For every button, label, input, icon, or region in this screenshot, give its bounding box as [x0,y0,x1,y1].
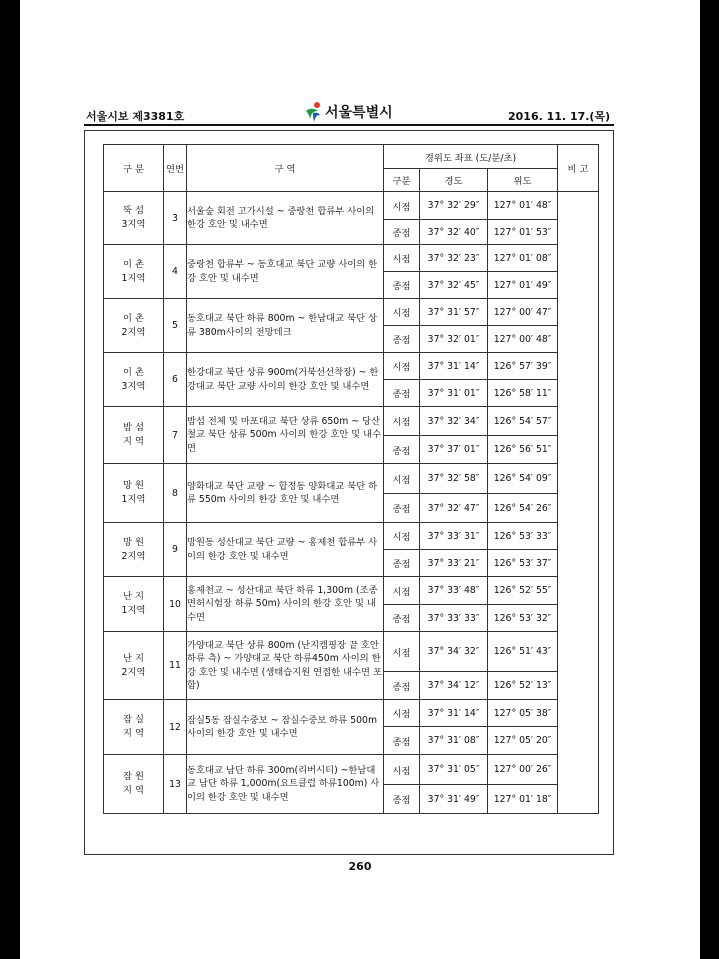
serial-number: 6 [164,353,187,407]
col-header-section: 구 역 [187,145,384,192]
point-type: 종점 [384,220,420,245]
serial-number: 10 [164,577,187,632]
longitude-value: 37° 32′ 47″ [420,494,488,523]
point-type: 시점 [384,755,420,785]
latitude-value: 127° 05′ 20″ [488,727,558,755]
area-label: 밤 섬 [123,422,144,433]
page-number: 260 [348,860,372,873]
serial-number: 13 [164,755,187,814]
table-row [104,755,599,785]
section-description: 서울숲 회전 고가시설 ~ 중랑천 합류부 사이의 한강 호안 및 내수면 [187,192,384,245]
area-label: 지 역 [123,728,144,739]
area-label: 지 역 [123,785,144,796]
table-row [104,700,599,727]
area-cell [104,577,164,632]
latitude-value: 127° 00′ 48″ [488,326,558,353]
point-type: 시점 [384,299,420,326]
col-header-latitude: 위도 [488,169,558,192]
remarks-cell [558,192,599,814]
point-type: 시점 [384,353,420,380]
latitude-value: 126° 52′ 55″ [488,577,558,605]
area-cell [104,407,164,464]
area-cell [104,755,164,814]
area-label: 이 촌 [123,312,144,324]
area-label: 1지역 [121,272,146,284]
latitude-value: 127° 01′ 08″ [488,245,558,272]
longitude-value: 37° 33′ 31″ [420,523,488,550]
area-label: 2지역 [121,666,146,678]
latitude-value: 127° 00′ 26″ [488,755,558,785]
longitude-value: 37° 32′ 01″ [420,326,488,353]
point-type: 종점 [384,272,420,299]
section-description: 동호대교 남단 하류 300m(리버시티) ~한남대교 남단 하류 1,000m(요트클럽 하류100m) 사이의 한강 호안 및 내수면 [187,755,384,814]
seoul-logo [304,101,393,123]
table-row [104,299,599,326]
latitude-value: 127° 00′ 47″ [488,299,558,326]
latitude-value: 127° 05′ 38″ [488,700,558,727]
area-label: 망 원 [123,536,144,548]
point-type: 종점 [384,672,420,700]
area-label: 2지역 [121,326,146,338]
longitude-value: 37° 33′ 48″ [420,577,488,605]
area-cell [104,700,164,755]
point-type: 종점 [384,380,420,407]
table-row [104,407,599,436]
area-label: 이 촌 [123,366,144,378]
section-description: 중랑천 합류부 ~ 동호대교 북단 교량 사이의 한강 호안 및 내수면 [187,245,384,299]
longitude-value: 37° 31′ 14″ [420,353,488,380]
section-description: 홍제천교 ~ 성산대교 북단 하류 1,300m (조종면허시험장 하류 50m) 사이의 한강 호안 및 내수면 [187,577,384,632]
latitude-value: 126° 51′ 43″ [488,632,558,672]
latitude-value: 126° 52′ 13″ [488,672,558,700]
area-label: 지 역 [123,436,144,447]
longitude-value: 37° 31′ 57″ [420,299,488,326]
latitude-value: 126° 53′ 37″ [488,550,558,577]
serial-number: 3 [164,192,187,245]
table-row [104,192,599,220]
col-header-coords: 경위도 좌표 (도/분/초) [384,145,558,169]
longitude-value: 37° 32′ 45″ [420,272,488,299]
issue-date: 2016. 11. 17.(목) [508,110,611,123]
seoul-emblem-icon [304,101,322,123]
section-description: 잠실5동 잠실수중보 ~ 잠실수중보 하류 500m 사이의 한강 호안 및 내수면 [187,700,384,755]
point-type: 종점 [384,727,420,755]
latitude-value: 126° 56′ 51″ [488,436,558,464]
latitude-value: 126° 57′ 39″ [488,353,558,380]
point-type: 종점 [384,326,420,353]
area-cell [104,353,164,407]
latitude-value: 126° 54′ 09″ [488,464,558,494]
table-row [104,245,599,272]
longitude-value: 37° 34′ 12″ [420,672,488,700]
area-label: 3지역 [121,380,146,392]
latitude-value: 126° 54′ 57″ [488,407,558,436]
area-label: 잠 원 [123,771,144,782]
table-body [104,192,599,814]
latitude-value: 126° 54′ 26″ [488,494,558,523]
latitude-value: 126° 53′ 33″ [488,523,558,550]
longitude-value: 37° 37′ 01″ [420,436,488,464]
area-cell [104,245,164,299]
area-label: 잠 실 [123,714,144,725]
area-label: 이 촌 [123,258,144,270]
section-description: 한강대교 북단 상류 900m(거북선선착장) ~ 한강대교 북단 교량 사이의 한강 호안 및 내수면 [187,353,384,407]
longitude-value: 37° 32′ 23″ [420,245,488,272]
latitude-value: 126° 53′ 32″ [488,605,558,632]
area-label: 3지역 [121,219,146,230]
longitude-value: 37° 33′ 33″ [420,605,488,632]
point-type: 시점 [384,245,420,272]
longitude-value: 37° 31′ 14″ [420,700,488,727]
col-header-remarks: 비 고 [558,145,599,192]
table-row [104,464,599,494]
logo-text: 서울특별시 [325,105,393,121]
serial-number: 9 [164,523,187,577]
area-cell [104,299,164,353]
point-type: 시점 [384,192,420,220]
serial-number: 5 [164,299,187,353]
longitude-value: 37° 31′ 05″ [420,755,488,785]
point-type: 시점 [384,407,420,436]
point-type: 종점 [384,550,420,577]
longitude-value: 37° 32′ 58″ [420,464,488,494]
serial-number: 12 [164,700,187,755]
latitude-value: 127° 01′ 49″ [488,272,558,299]
table-row [104,353,599,380]
header-rule [84,124,614,126]
gazette-issue: 서울시보 제3381호 [86,110,185,123]
col-header-point-type: 구분 [384,169,420,192]
longitude-value: 37° 31′ 08″ [420,727,488,755]
longitude-value: 37° 31′ 49″ [420,785,488,814]
point-type: 시점 [384,523,420,550]
section-description: 밤섬 전체 및 마포대교 북단 상류 650m ~ 당산철교 북단 상류 500m 사이의 한강 호안 및 내수면 [187,407,384,464]
coordinates-table [103,144,599,814]
latitude-value: 127° 01′ 48″ [488,192,558,220]
point-type: 시점 [384,464,420,494]
latitude-value: 127° 01′ 18″ [488,785,558,814]
longitude-value: 37° 32′ 29″ [420,192,488,220]
area-cell [104,523,164,577]
section-description: 양화대교 북단 교량 ~ 합정동 양화대교 북단 하류 550m 사이의 한강 호안 및 내수면 [187,464,384,523]
table-row [104,523,599,550]
point-type: 시점 [384,632,420,672]
point-type: 시점 [384,577,420,605]
area-label: 1지역 [121,605,146,616]
serial-number: 4 [164,245,187,299]
longitude-value: 37° 33′ 21″ [420,550,488,577]
area-label: 망 원 [123,480,144,491]
section-description: 가양대교 북단 상류 800m (난지캠핑장 끝 호안 하류 측) ~ 가양대교 북단 하류450m 사이의 한강 호안 및 내수면 (생태습지원 연접한 내수면 포함) [187,632,384,700]
area-label: 1지역 [121,494,146,505]
area-label: 뚝 섬 [123,205,144,216]
point-type: 종점 [384,785,420,814]
serial-number: 11 [164,632,187,700]
point-type: 시점 [384,700,420,727]
table-row [104,632,599,672]
longitude-value: 37° 34′ 32″ [420,632,488,672]
latitude-value: 126° 58′ 11″ [488,380,558,407]
area-label: 2지역 [121,550,146,562]
point-type: 종점 [384,494,420,523]
area-label: 난 지 [123,591,144,602]
area-cell [104,632,164,700]
area-cell [104,192,164,245]
table-row [104,577,599,605]
col-header-area: 구 분 [104,145,164,192]
area-cell [104,464,164,523]
longitude-value: 37° 32′ 34″ [420,407,488,436]
longitude-value: 37° 32′ 40″ [420,220,488,245]
col-header-serial: 연번 [164,145,187,192]
area-label: 난 지 [123,652,144,664]
col-header-longitude: 경도 [420,169,488,192]
section-description: 망원동 성산대교 북단 교량 ~ 홍제천 합류부 사이의 한강 호안 및 내수면 [187,523,384,577]
latitude-value: 127° 01′ 53″ [488,220,558,245]
serial-number: 8 [164,464,187,523]
point-type: 종점 [384,436,420,464]
section-description: 동호대교 북단 하류 800m ~ 한남대교 북단 상류 380m사이의 전망데크 [187,299,384,353]
point-type: 종점 [384,605,420,632]
longitude-value: 37° 31′ 01″ [420,380,488,407]
serial-number: 7 [164,407,187,464]
